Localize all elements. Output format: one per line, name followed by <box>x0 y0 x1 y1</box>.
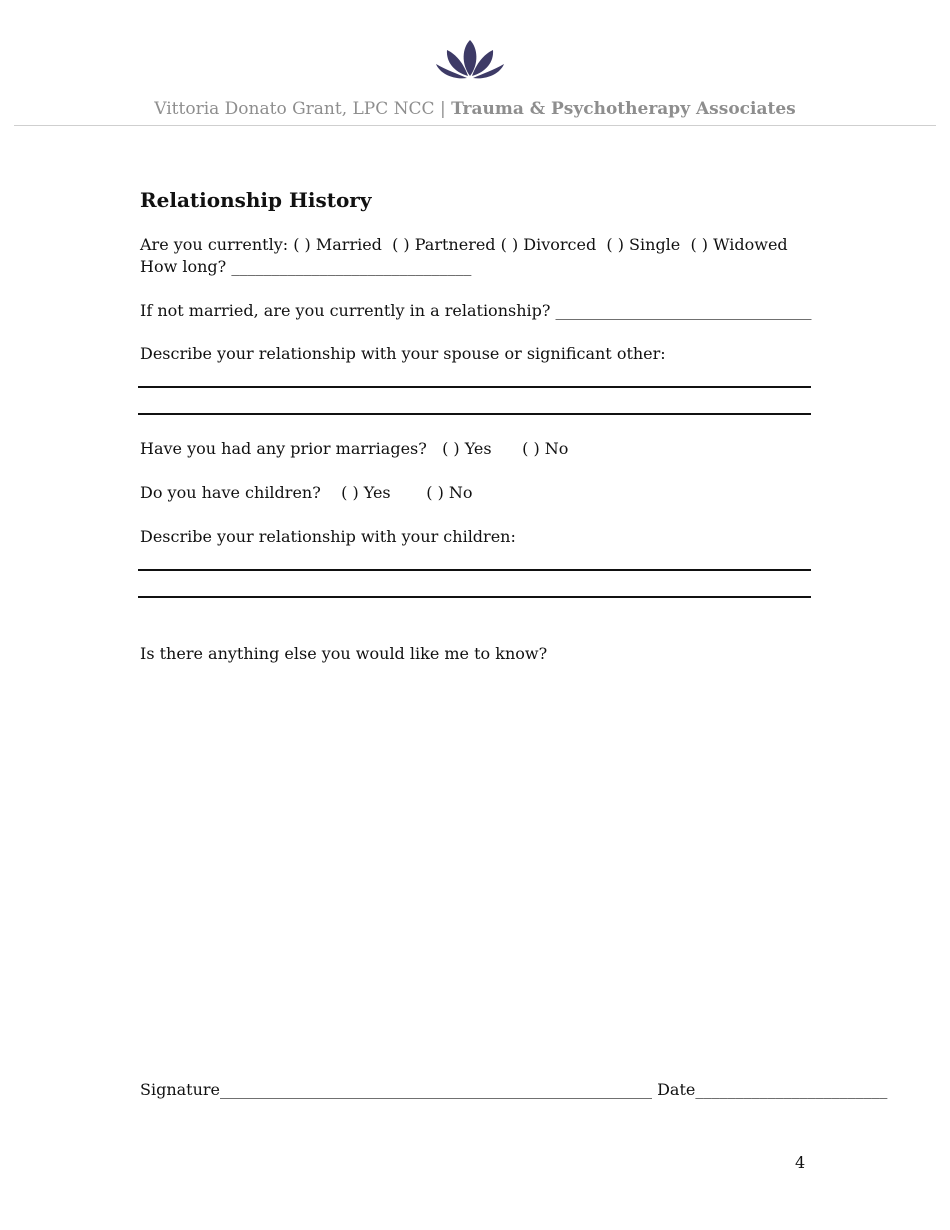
spouse-answer-line-1[interactable] <box>138 386 811 388</box>
spouse-answer-line-2[interactable] <box>138 413 811 415</box>
letterhead <box>0 99 950 119</box>
header-separator: | <box>434 99 452 119</box>
children-answer-line-1[interactable] <box>138 569 811 571</box>
header-divider <box>14 125 936 126</box>
children-answer-line-2[interactable] <box>138 596 811 598</box>
anything-else-question: Is there anything else you would like me to know? <box>140 644 548 663</box>
page-number: 4 <box>795 1153 806 1172</box>
children-question[interactable]: Do you have children? ( ) Yes ( ) No <box>140 483 473 502</box>
organization-name: Trauma & Psychotherapy Associates <box>451 99 796 119</box>
relationship-question[interactable]: If not married, are you currently in a relationship? ________________________________ <box>140 301 812 320</box>
practitioner-name: Vittoria Donato Grant, LPC NCC <box>154 99 435 119</box>
describe-spouse-question: Describe your relationship with your spouse or significant other: <box>140 344 666 363</box>
lotus-icon <box>434 36 506 84</box>
describe-children-question: Describe your relationship with your children: <box>140 527 516 546</box>
how-long-field[interactable]: How long? ______________________________ <box>140 257 472 276</box>
marital-status-question[interactable]: Are you currently: ( ) Married ( ) Partnered ( ) Divorced ( ) Single ( ) Widowed <box>140 235 788 254</box>
prior-marriages-question[interactable]: Have you had any prior marriages? ( ) Yes ( ) No <box>140 439 569 458</box>
signature-date-line[interactable]: Signature______________________________________________________ Date________________________ <box>140 1080 888 1099</box>
section-title: Relationship History <box>140 188 372 212</box>
